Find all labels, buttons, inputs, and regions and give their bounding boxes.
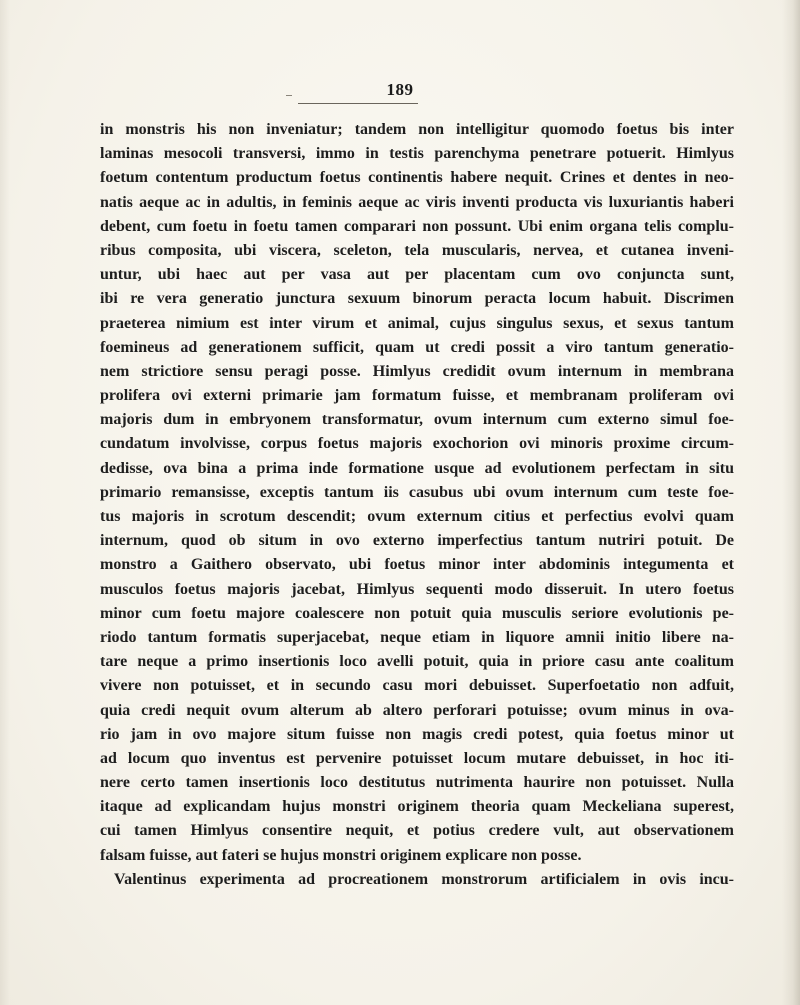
page-number: 189 xyxy=(386,80,414,99)
text-line: nere certo tamen insertionis loco destitutus nutrimenta haurire non potuisset. Nulla xyxy=(100,774,734,792)
header-rule xyxy=(298,103,418,104)
text-line: praeterea nimium est inter virum et animal, cujus singulus sexus, et sexus tantum xyxy=(100,314,734,332)
text-line: ad locum quo inventus est pervenire potuisset locum mutare debuisset, in hoc iti- xyxy=(100,749,734,767)
text-line: foetum contentum productum foetus continentis habere nequit. Crines et dentes in neo- xyxy=(100,169,734,187)
text-line: tus majoris in scrotum descendit; ovum externum citius et perfectius evolvi quam xyxy=(100,508,734,525)
text-line: majoris dum in embryonem transformatur, ovum internum cum externo simul foe- xyxy=(100,411,734,429)
text-line: in monstris his non inveniatur; tandem non intelligitur quomodo foetus bis inter xyxy=(100,121,734,138)
text-line: vivere non potuisset, et in secundo casu mori debuisset. Superfoetatio non adfuit, xyxy=(100,677,734,695)
text-line: minor cum foetu majore coalescere non potuit quia musculis seriore evolutionis pe- xyxy=(100,604,734,622)
text-line: dedisse, ova bina a prima inde formatione usque ad evolutionem perfectam in situ xyxy=(100,459,734,477)
text-line: laminas mesocoli transversi, immo in testis parenchyma penetrare potuerit. Himlyus xyxy=(100,145,734,163)
text-line: primario remansisse, exceptis tantum iis casubus ubi ovum internum cum teste foe- xyxy=(100,483,734,501)
text-line: musculos foetus majoris jacebat, Himlyus sequenti modo disseruit. In utero foetus xyxy=(100,580,734,598)
text-line: prolifera ovi externi primarie jam formatum fuisse, et membranam proliferam ovi xyxy=(100,387,734,405)
text-line: riodo tantum formatis superjacebat, neque etiam in liquore amnii initio libere na- xyxy=(100,628,734,646)
text-line: quia credi nequit ovum alterum ab altero perforari potuisse; ovum minus in ova- xyxy=(100,701,734,719)
text-line: ribus composita, ubi viscera, sceleton, tela muscularis, nervea, et cutanea inveni- xyxy=(100,241,734,259)
text-line: cui tamen Himlyus consentire nequit, et potius credere vult, aut observationem xyxy=(100,822,734,840)
page-right-edge-shadow xyxy=(782,0,800,1005)
text-line: monstro a Gaithero observato, ubi foetus minor inter abdominis integumenta et xyxy=(100,556,734,574)
text-line: itaque ad explicandam hujus monstri originem theoria quam Meckeliana superest, xyxy=(100,798,734,816)
text-line: ibi re vera generatio junctura sexuum binorum peracta locum habuit. Discrimen xyxy=(100,290,734,308)
body-text xyxy=(100,118,734,892)
text-line: rio jam in ovo majore situm fuisse non magis credi potest, quia foetus minor ut xyxy=(100,725,734,743)
text-line: Valentinus experimenta ad procreationem monstrorum artificialem in ovis incu- xyxy=(114,870,734,888)
text-line: untur, ubi haec aut per vasa aut per placentam cum ovo conjuncta sunt, xyxy=(100,266,734,284)
text-line: nem strictiore sensu peragi posse. Himlyus credidit ovum internum in membrana xyxy=(100,362,734,380)
text-line: debent, cum foetu in foetu tamen comparari non possunt. Ubi enim organa telis complu- xyxy=(100,217,734,235)
text-line: tare neque a primo insertionis loco avelli potuit, quia in priore casu ante coalitum xyxy=(100,653,734,671)
text-line: falsam fuisse, aut fateri se hujus monstri originem explicare non posse. xyxy=(100,846,582,864)
header-dash xyxy=(286,95,292,96)
text-line: cundatum involvisse, corpus foetus majoris exochorion ovi minoris proxime circum- xyxy=(100,435,734,453)
text-line: natis aeque ac in adultis, in feminis aeque ac viris inventi producta vis luxuriantis haberi xyxy=(100,193,734,211)
text-line: internum, quod ob situm in ovo externo imperfectius tantum nutriri potuit. De xyxy=(100,532,734,550)
text-line: foemineus ad generationem sufficit, quam ut credi possit a viro tantum generatio- xyxy=(100,338,734,356)
page-left-edge-shadow xyxy=(0,0,10,1005)
